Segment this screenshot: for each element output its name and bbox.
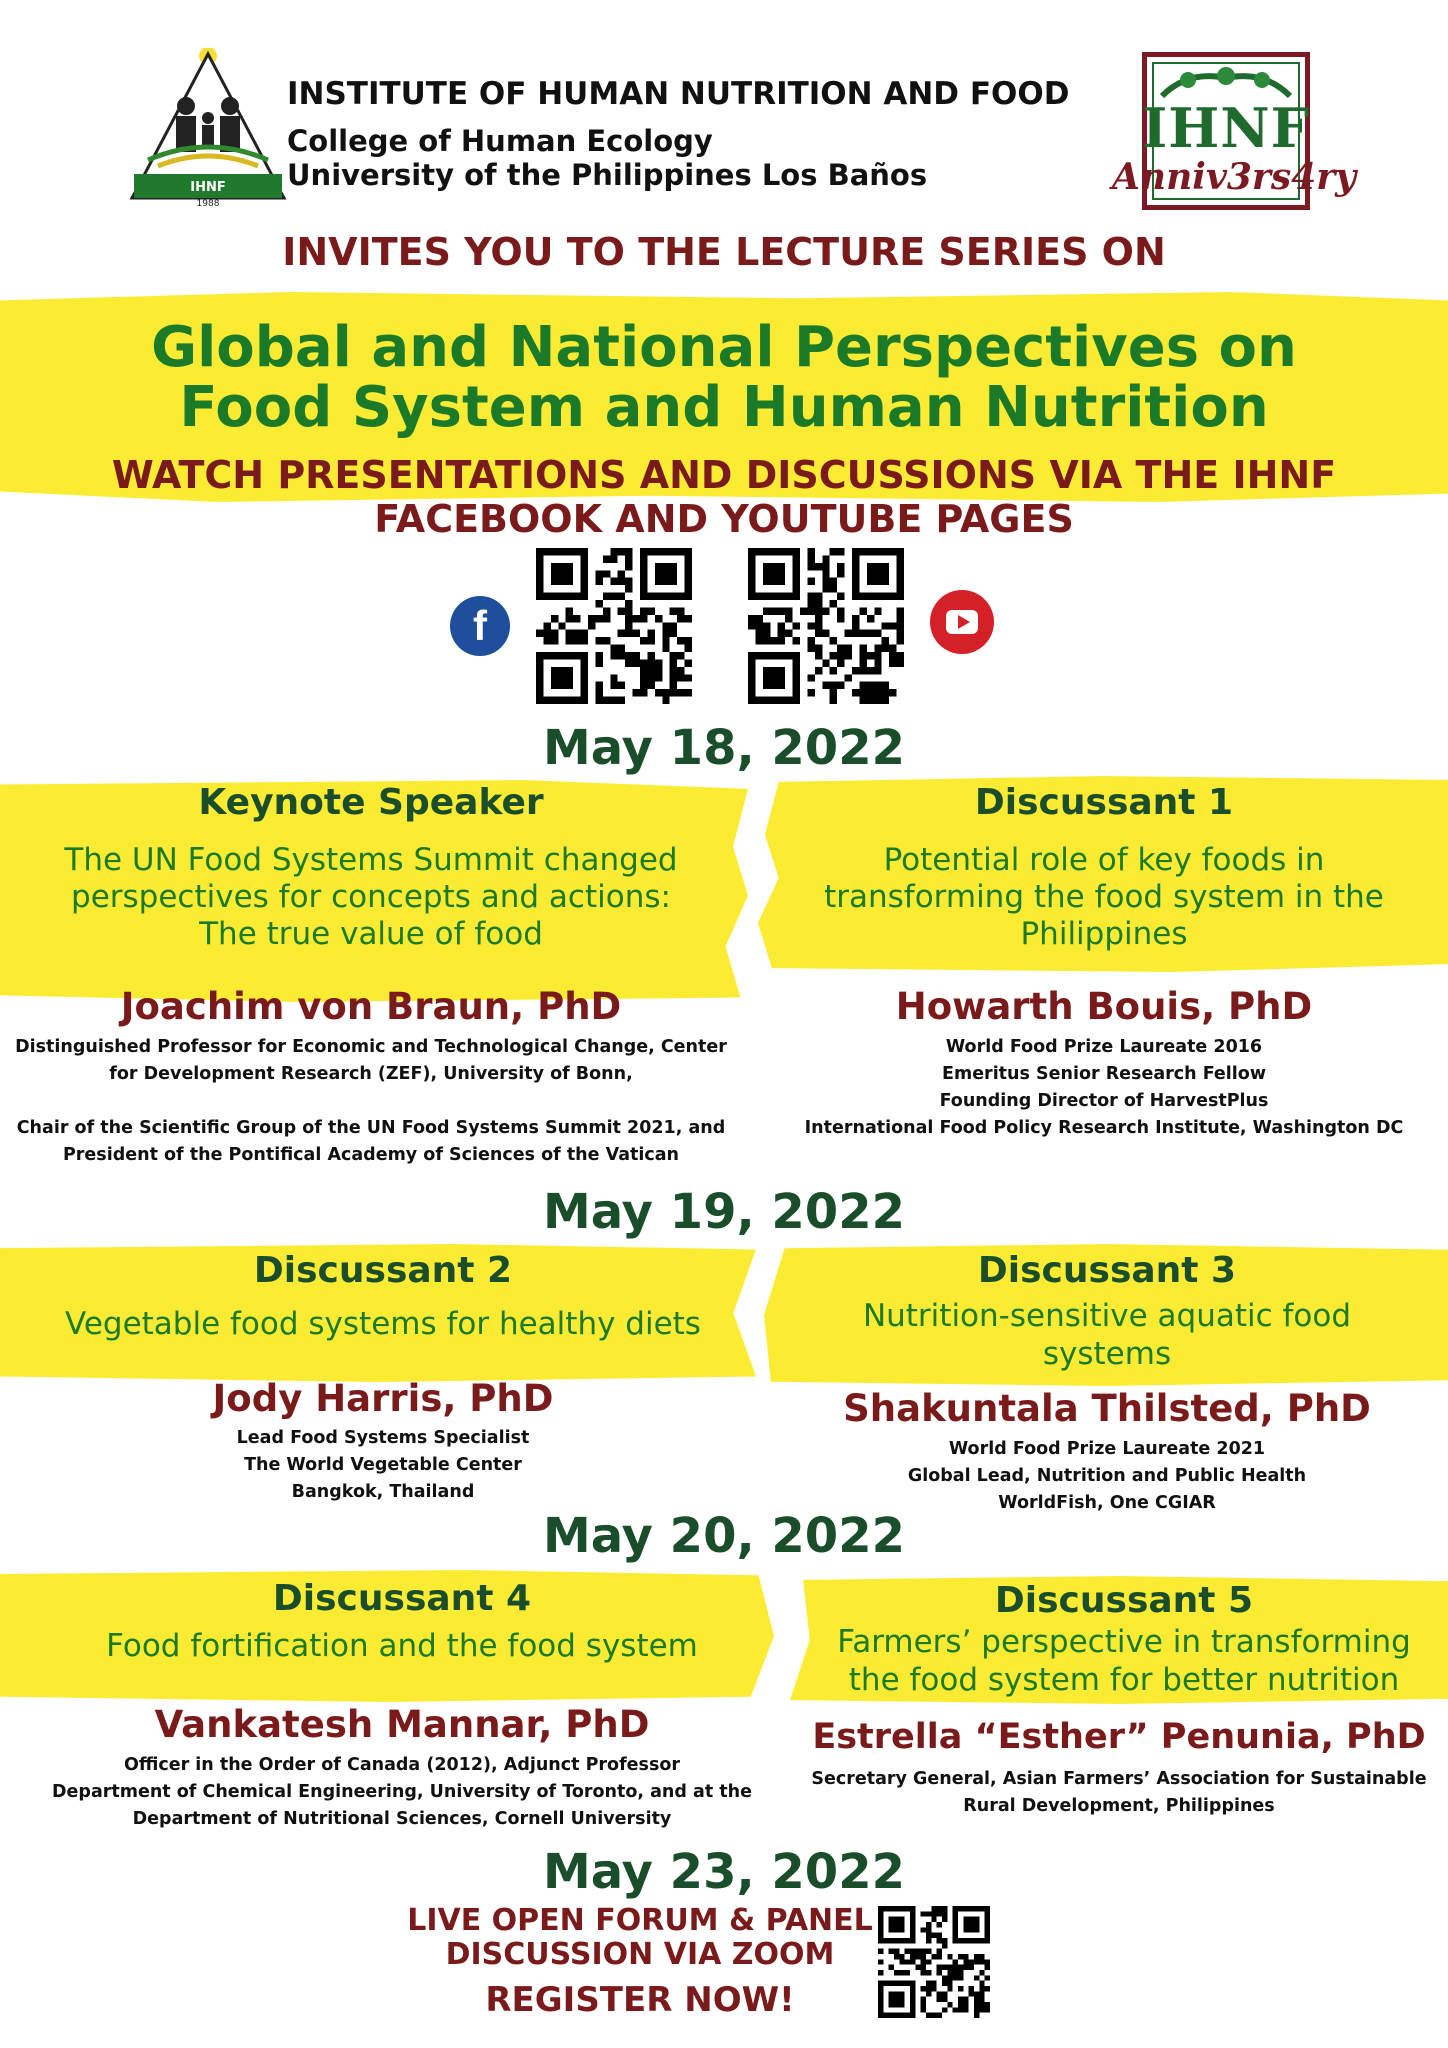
speaker-penunia: Estrella “Esther” Penunia, PhD [812, 1717, 1426, 1757]
discussant2-role: Discussant 2 [253, 1250, 513, 1291]
university-name: University of the Philippines Los Baños [287, 158, 928, 192]
youtube-qr-code[interactable] [748, 548, 904, 704]
affiliation-line: International Food Policy Research Institute, Washington DC [804, 1118, 1404, 1138]
title-line-2: Food System and Human Nutrition [179, 375, 1269, 440]
affiliation-line: Chair of the Scientific Group of the UN Food Systems Summit 2021, and [16, 1118, 726, 1138]
speaker-thilsted: Shakuntala Thilsted, PhD [843, 1387, 1371, 1430]
anniversary-logo [1112, 50, 1357, 220]
discussant3-topic-2: systems [1042, 1336, 1172, 1372]
date-may-19: May 19, 2022 [542, 1184, 905, 1240]
register-now-button[interactable]: REGISTER NOW! [485, 1980, 795, 2020]
affiliation-line: World Food Prize Laureate 2016 [945, 1037, 1263, 1057]
facebook-qr-code[interactable] [536, 548, 692, 704]
keynote-role: Keynote Speaker [198, 782, 544, 823]
affiliation-line: Secretary General, Asian Farmers’ Association for Sustainable [811, 1769, 1427, 1789]
forum-line-2: DISCUSSION VIA ZOOM [445, 1937, 835, 1972]
logo-text: IHNF [190, 180, 226, 195]
ihnf-logo [128, 48, 288, 208]
speaker-harris: Jody Harris, PhD [212, 1377, 554, 1420]
discussant4-topic: Food fortification and the food system [106, 1628, 698, 1664]
affiliation-line: Global Lead, Nutrition and Public Health [907, 1466, 1307, 1486]
affiliation-line: World Food Prize Laureate 2021 [948, 1439, 1266, 1459]
logo-year: 1988 [196, 199, 220, 208]
affiliation-line: Department of Nutritional Sciences, Cornell University [132, 1809, 672, 1829]
date-may-20: May 20, 2022 [542, 1508, 905, 1564]
discussant1-topic-3: Philippines [1020, 916, 1188, 952]
keynote-topic-2: perspectives for concepts and actions: [71, 879, 671, 915]
title-line-1: Global and National Perspectives on [151, 315, 1297, 380]
speaker-bouis: Howarth Bouis, PhD [895, 985, 1313, 1028]
speaker-mannar: Vankatesh Mannar, PhD [154, 1703, 650, 1746]
discussant5-topic-1: Farmers’ perspective in transforming [837, 1624, 1411, 1660]
discussant1-topic-2: transforming the food system in the [824, 879, 1384, 915]
affiliation-line: The World Vegetable Center [244, 1455, 522, 1475]
affiliation-line: Lead Food Systems Specialist [236, 1428, 530, 1448]
institute-name: INSTITUTE OF HUMAN NUTRITION AND FOOD [287, 76, 1070, 112]
affiliation-line: President of the Pontifical Academy of Sciences of the Vatican [62, 1145, 680, 1165]
affiliation-line: Officer in the Order of Canada (2012), Adjunct Professor [123, 1755, 681, 1775]
affiliation-line: Bangkok, Thailand [291, 1482, 475, 1502]
affiliation-line: Distinguished Professor for Economic and Technological Change, Center [15, 1037, 727, 1057]
watch-line-2: FACEBOOK AND YOUTUBE PAGES [374, 497, 1074, 541]
zoom-registration-qr-code[interactable] [878, 1906, 990, 2018]
affiliation-line: Rural Development, Philippines [963, 1796, 1275, 1816]
keynote-topic-3: The true value of food [199, 916, 543, 952]
tree-icon [1158, 66, 1294, 100]
discussant3-topic-1: Nutrition-sensitive aquatic food [862, 1298, 1352, 1334]
college-name: College of Human Ecology [287, 124, 713, 158]
discussant1-role: Discussant 1 [974, 782, 1234, 823]
watch-line-1: WATCH PRESENTATIONS AND DISCUSSIONS VIA THE IHNF [111, 453, 1337, 497]
keynote-topic-1: The UN Food Systems Summit changed [64, 842, 678, 878]
anniversary-script: Anniv3rs4ry [1112, 156, 1357, 198]
discussant2-topic: Vegetable food systems for healthy diets [65, 1306, 701, 1342]
affiliation-line: for Development Research (ZEF), University of Bonn, [109, 1064, 633, 1084]
anniversary-ihnf: IHNF [1142, 96, 1310, 160]
date-may-23: May 23, 2022 [542, 1844, 905, 1900]
discussant1-topic-1: Potential role of key foods in [883, 842, 1325, 878]
date-may-18: May 18, 2022 [542, 720, 905, 776]
facebook-icon[interactable]: f [450, 596, 510, 656]
affiliation-line: Founding Director of HarvestPlus [939, 1091, 1269, 1111]
discussant5-topic-2: the food system for better nutrition [848, 1662, 1400, 1698]
affiliation-line: Emeritus Senior Research Fellow [942, 1064, 1266, 1084]
affiliation-line: WorldFish, One CGIAR [998, 1493, 1216, 1513]
discussant5-role: Discussant 5 [994, 1580, 1254, 1621]
forum-line-1: LIVE OPEN FORUM & PANEL [407, 1903, 873, 1938]
invite-heading: INVITES YOU TO THE LECTURE SERIES ON [282, 230, 1166, 274]
discussant3-role: Discussant 3 [977, 1250, 1237, 1291]
discussant4-role: Discussant 4 [272, 1578, 532, 1619]
youtube-icon[interactable] [930, 590, 994, 654]
speaker-von-braun: Joachim von Braun, PhD [120, 985, 622, 1028]
affiliation-line: Department of Chemical Engineering, University of Toronto, and at the [52, 1782, 752, 1802]
